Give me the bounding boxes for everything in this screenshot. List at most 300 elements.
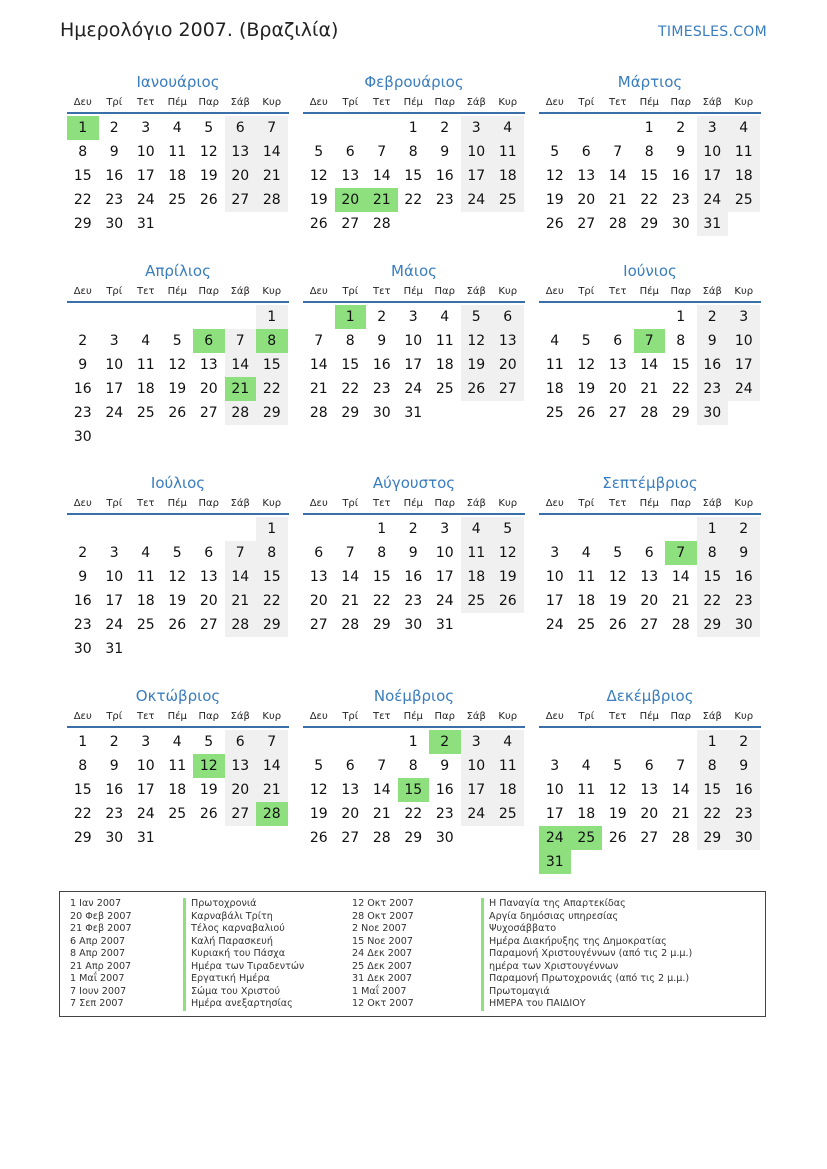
weekday-header	[67, 93, 289, 114]
weekday-label: Παρ	[434, 97, 455, 108]
day-cell: 5	[204, 734, 214, 750]
holiday-day-cell: 15	[398, 778, 430, 802]
day-cell: 22	[256, 589, 288, 613]
weekday-label: Πέμ	[403, 711, 423, 722]
legend-date: 28 Οκτ 2007	[352, 910, 414, 922]
day-cell: 24	[136, 192, 155, 208]
day-cell: 14	[372, 168, 391, 184]
day-cell: 13	[341, 168, 360, 184]
legend-date: 12 Οκτ 2007	[352, 898, 414, 909]
weekday-label: Δευ	[309, 498, 328, 509]
day-cell: 20	[341, 806, 360, 822]
weekday-label: Τετ	[608, 286, 627, 297]
weekday-header	[303, 494, 525, 515]
day-cell: 15	[697, 565, 729, 589]
day-cell: 4	[461, 517, 493, 541]
legend-holiday-name: Ημέρα των Τιραδεντών	[183, 961, 304, 974]
day-cell: 17	[461, 778, 493, 802]
day-cell: 16	[105, 782, 124, 798]
empty-cell	[571, 517, 603, 541]
day-cell: 13	[225, 140, 257, 164]
day-cell: 19	[608, 806, 627, 822]
day-cell: 19	[199, 168, 218, 184]
weekday-label: Κυρ	[262, 711, 282, 722]
weekday-label: Τετ	[608, 498, 627, 509]
day-cell: 24	[461, 802, 493, 826]
weekday-label: Σάβ	[466, 286, 486, 297]
day-cell: 12	[461, 329, 493, 353]
day-cell: 18	[577, 806, 596, 822]
day-cell: 27	[640, 830, 659, 846]
day-cell: 23	[435, 806, 454, 822]
legend-date: 6 Απρ 2007	[70, 935, 126, 947]
day-cell: 18	[492, 164, 524, 188]
weekday-label: Τετ	[136, 498, 155, 509]
weekday-label: Πέμ	[403, 97, 423, 108]
day-cell: 28	[309, 405, 328, 421]
legend-holiday-name: Πρωτομαγιά	[481, 986, 692, 999]
day-cell: 6	[644, 758, 654, 774]
day-cell: 24	[435, 593, 454, 609]
days-grid	[67, 116, 289, 236]
days-grid	[67, 517, 289, 661]
day-cell: 16	[105, 168, 124, 184]
day-cell: 3	[141, 120, 151, 136]
day-cell: 20	[199, 381, 218, 397]
empty-cell	[539, 517, 571, 541]
day-cell: 9	[109, 144, 119, 160]
day-cell: 3	[550, 758, 560, 774]
weekday-label: Παρ	[434, 498, 455, 509]
day-cell: 22	[404, 192, 423, 208]
empty-cell	[225, 517, 257, 541]
day-cell: 19	[461, 353, 493, 377]
day-cell: 2	[78, 333, 88, 349]
day-cell: 18	[545, 381, 564, 397]
day-cell: 1	[256, 517, 288, 541]
day-cell: 20	[199, 593, 218, 609]
weekday-label: Τρί	[578, 711, 595, 722]
day-cell: 10	[435, 545, 454, 561]
legend-date: 25 Δεκ 2007	[352, 960, 413, 972]
day-cell: 14	[341, 569, 360, 585]
weekday-label: Παρ	[434, 286, 455, 297]
day-cell: 14	[225, 565, 257, 589]
legend-date: 1 Μαΐ 2007	[70, 973, 125, 984]
day-cell: 3	[408, 309, 418, 325]
day-cell: 17	[105, 593, 124, 609]
empty-cell	[303, 730, 335, 754]
weekday-label: Πέμ	[639, 711, 659, 722]
day-cell: 3	[550, 545, 560, 561]
day-cell: 31	[697, 212, 729, 236]
day-cell: 5	[204, 120, 214, 136]
day-cell: 10	[728, 329, 760, 353]
day-cell: 12	[492, 541, 524, 565]
month-name: Ιανουάριος	[136, 73, 220, 91]
day-cell: 28	[372, 830, 391, 846]
day-cell: 28	[640, 405, 659, 421]
day-cell: 17	[728, 353, 760, 377]
days-grid	[303, 730, 525, 850]
weekday-label: Τρί	[106, 97, 123, 108]
day-cell: 4	[492, 730, 524, 754]
day-cell: 8	[256, 541, 288, 565]
month-name: Μάιος	[391, 262, 437, 280]
day-cell: 11	[545, 357, 564, 373]
day-cell: 15	[404, 168, 423, 184]
day-cell: 15	[73, 168, 92, 184]
day-cell: 12	[608, 782, 627, 798]
day-cell: 31	[136, 830, 155, 846]
day-cell: 9	[109, 758, 119, 774]
day-cell: 28	[608, 216, 627, 232]
day-cell: 20	[608, 381, 627, 397]
day-cell: 23	[671, 192, 690, 208]
day-cell: 9	[728, 754, 760, 778]
empty-cell	[602, 730, 634, 754]
day-cell: 27	[225, 188, 257, 212]
weekday-label: Κυρ	[498, 498, 518, 509]
days-grid	[539, 305, 761, 425]
day-cell: 3	[109, 545, 119, 561]
day-cell: 4	[172, 120, 182, 136]
day-cell: 27	[341, 216, 360, 232]
day-cell: 17	[545, 593, 564, 609]
day-cell: 22	[697, 802, 729, 826]
day-cell: 21	[256, 778, 288, 802]
weekday-label: Κυρ	[498, 97, 518, 108]
day-cell: 13	[577, 168, 596, 184]
day-cell: 16	[372, 357, 391, 373]
day-cell: 23	[728, 589, 760, 613]
day-cell: 23	[105, 192, 124, 208]
empty-cell	[634, 305, 666, 329]
day-cell: 30	[728, 613, 760, 637]
legend-date: 15 Νοε 2007	[352, 935, 413, 947]
empty-cell	[67, 517, 99, 541]
day-cell: 9	[676, 144, 686, 160]
weekday-label: Πέμ	[167, 286, 187, 297]
day-cell: 25	[168, 192, 187, 208]
day-cell: 29	[73, 216, 92, 232]
empty-cell	[303, 305, 335, 329]
empty-cell	[571, 116, 603, 140]
day-cell: 2	[377, 309, 387, 325]
day-cell: 3	[109, 333, 119, 349]
day-cell: 5	[172, 333, 182, 349]
day-cell: 7	[613, 144, 623, 160]
day-cell: 4	[581, 545, 591, 561]
day-cell: 7	[314, 333, 324, 349]
weekday-label: Πέμ	[167, 711, 187, 722]
day-cell: 6	[492, 305, 524, 329]
day-cell: 7	[256, 116, 288, 140]
day-cell: 8	[697, 754, 729, 778]
weekday-label: Σάβ	[466, 97, 486, 108]
day-cell: 21	[309, 381, 328, 397]
day-cell: 30	[671, 216, 690, 232]
weekday-label: Παρ	[198, 286, 219, 297]
day-cell: 22	[341, 381, 360, 397]
legend-holiday-name: Ημέρα Διακήρυξης της Δημοκρατίας	[481, 936, 692, 949]
day-cell: 4	[550, 333, 560, 349]
day-cell: 11	[435, 333, 454, 349]
day-cell: 5	[613, 758, 623, 774]
day-cell: 16	[697, 353, 729, 377]
day-cell: 10	[105, 569, 124, 585]
weekday-header	[539, 494, 761, 515]
weekday-label: Σάβ	[230, 286, 250, 297]
day-cell: 15	[640, 168, 659, 184]
day-cell: 10	[136, 758, 155, 774]
day-cell: 27	[608, 405, 627, 421]
weekday-label: Τετ	[608, 97, 627, 108]
day-cell: 17	[435, 569, 454, 585]
day-cell: 1	[78, 734, 88, 750]
day-cell: 19	[577, 381, 596, 397]
legend-date: 7 Σεπ 2007	[70, 998, 124, 1009]
day-cell: 19	[309, 192, 328, 208]
weekday-label: Δευ	[545, 97, 564, 108]
empty-cell	[571, 730, 603, 754]
day-cell: 5	[492, 517, 524, 541]
day-cell: 16	[404, 569, 423, 585]
month-name: Οκτώβριος	[135, 687, 221, 705]
day-cell: 2	[697, 305, 729, 329]
day-cell: 21	[341, 593, 360, 609]
day-cell: 8	[676, 333, 686, 349]
holiday-day-cell: 12	[193, 754, 225, 778]
empty-cell	[634, 730, 666, 754]
day-cell: 24	[105, 405, 124, 421]
day-cell: 2	[728, 730, 760, 754]
day-cell: 22	[372, 593, 391, 609]
month-block	[303, 260, 525, 425]
day-cell: 7	[377, 758, 387, 774]
day-cell: 21	[372, 806, 391, 822]
day-cell: 14	[256, 754, 288, 778]
legend-date: 1 Ιαν 2007	[70, 898, 122, 909]
day-cell: 8	[78, 144, 88, 160]
month-block	[67, 472, 289, 661]
legend-names-column-1	[183, 898, 304, 1011]
weekday-label: Δευ	[73, 498, 92, 509]
day-cell: 8	[697, 541, 729, 565]
holiday-legend	[59, 891, 766, 1017]
weekday-header	[67, 282, 289, 303]
day-cell: 21	[256, 164, 288, 188]
day-cell: 9	[78, 569, 88, 585]
month-block	[539, 472, 761, 637]
day-cell: 11	[492, 754, 524, 778]
weekday-label: Παρ	[198, 711, 219, 722]
site-link[interactable]: TIMESLES.COM	[658, 24, 767, 40]
day-cell: 5	[461, 305, 493, 329]
month-name: Ιούλιος	[150, 474, 206, 492]
day-cell: 30	[435, 830, 454, 846]
weekday-label: Σάβ	[466, 498, 486, 509]
days-grid	[67, 730, 289, 850]
day-cell: 13	[640, 569, 659, 585]
day-cell: 7	[676, 758, 686, 774]
day-cell: 6	[613, 333, 623, 349]
day-cell: 23	[73, 617, 92, 633]
day-cell: 5	[613, 545, 623, 561]
empty-cell	[162, 305, 194, 329]
day-cell: 18	[492, 778, 524, 802]
holiday-day-cell: 8	[256, 329, 288, 353]
day-cell: 25	[492, 802, 524, 826]
day-cell: 23	[697, 377, 729, 401]
empty-cell	[303, 517, 335, 541]
weekday-label: Τετ	[136, 286, 155, 297]
weekday-label: Σάβ	[466, 711, 486, 722]
holiday-day-cell: 21	[225, 377, 257, 401]
holiday-day-cell: 25	[571, 826, 603, 850]
empty-cell	[665, 730, 697, 754]
weekday-label: Τρί	[106, 498, 123, 509]
day-cell: 11	[492, 140, 524, 164]
day-cell: 9	[440, 144, 450, 160]
day-cell: 14	[256, 140, 288, 164]
empty-cell	[539, 730, 571, 754]
day-cell: 15	[697, 778, 729, 802]
day-cell: 12	[608, 569, 627, 585]
day-cell: 7	[377, 144, 387, 160]
day-cell: 2	[78, 545, 88, 561]
legend-holiday-name: Καλή Παρασκευή	[183, 936, 304, 949]
day-cell: 26	[309, 216, 328, 232]
day-cell: 26	[199, 192, 218, 208]
day-cell: 6	[581, 144, 591, 160]
day-cell: 19	[168, 381, 187, 397]
days-grid	[539, 730, 761, 874]
day-cell: 25	[136, 617, 155, 633]
day-cell: 13	[341, 782, 360, 798]
day-cell: 26	[608, 830, 627, 846]
day-cell: 14	[225, 353, 257, 377]
day-cell: 4	[141, 545, 151, 561]
empty-cell	[602, 305, 634, 329]
day-cell: 10	[697, 140, 729, 164]
day-cell: 21	[671, 593, 690, 609]
day-cell: 11	[577, 569, 596, 585]
day-cell: 9	[440, 758, 450, 774]
day-cell: 2	[109, 120, 119, 136]
month-block	[67, 685, 289, 850]
day-cell: 1	[676, 309, 686, 325]
day-cell: 16	[73, 593, 92, 609]
day-cell: 11	[136, 357, 155, 373]
weekday-label: Παρ	[198, 97, 219, 108]
weekday-label: Δευ	[73, 97, 92, 108]
day-cell: 29	[640, 216, 659, 232]
day-cell: 26	[492, 589, 524, 613]
day-cell: 15	[372, 569, 391, 585]
day-cell: 8	[78, 758, 88, 774]
day-cell: 11	[168, 144, 187, 160]
legend-date: 2 Νοε 2007	[352, 923, 407, 934]
day-cell: 6	[225, 116, 257, 140]
day-cell: 31	[435, 617, 454, 633]
day-cell: 9	[377, 333, 387, 349]
day-cell: 13	[608, 357, 627, 373]
empty-cell	[162, 517, 194, 541]
month-name: Μάρτιος	[617, 73, 683, 91]
empty-cell	[366, 116, 398, 140]
day-cell: 26	[168, 617, 187, 633]
legend-date: 12 Οκτ 2007	[352, 998, 414, 1009]
day-cell: 25	[728, 188, 760, 212]
legend-date: 31 Δεκ 2007	[352, 973, 413, 984]
day-cell: 28	[256, 188, 288, 212]
day-cell: 3	[728, 305, 760, 329]
weekday-label: Δευ	[309, 286, 328, 297]
weekday-label: Σάβ	[230, 711, 250, 722]
day-cell: 14	[671, 569, 690, 585]
weekday-label: Παρ	[670, 711, 691, 722]
weekday-header	[303, 93, 525, 114]
day-cell: 2	[408, 521, 418, 537]
legend-holiday-name: Εργατική Ημέρα	[183, 973, 304, 986]
day-cell: 27	[492, 377, 524, 401]
day-cell: 7	[345, 545, 355, 561]
day-cell: 25	[168, 806, 187, 822]
empty-cell	[193, 305, 225, 329]
day-cell: 1	[644, 120, 654, 136]
weekday-label: Κυρ	[734, 97, 754, 108]
day-cell: 23	[404, 593, 423, 609]
day-cell: 6	[345, 758, 355, 774]
day-cell: 14	[372, 782, 391, 798]
holiday-day-cell: 6	[193, 329, 225, 353]
day-cell: 23	[73, 405, 92, 421]
weekday-label: Παρ	[434, 711, 455, 722]
day-cell: 19	[492, 565, 524, 589]
day-cell: 2	[109, 734, 119, 750]
weekday-label: Τετ	[136, 97, 155, 108]
day-cell: 28	[225, 401, 257, 425]
day-cell: 8	[408, 758, 418, 774]
day-cell: 9	[78, 357, 88, 373]
weekday-label: Πέμ	[167, 97, 187, 108]
day-cell: 27	[577, 216, 596, 232]
day-cell: 18	[136, 381, 155, 397]
day-cell: 26	[199, 806, 218, 822]
day-cell: 6	[204, 545, 214, 561]
day-cell: 27	[199, 405, 218, 421]
day-cell: 13	[199, 569, 218, 585]
empty-cell	[571, 305, 603, 329]
day-cell: 6	[225, 730, 257, 754]
weekday-label: Τετ	[136, 711, 155, 722]
day-cell: 10	[545, 569, 564, 585]
month-block	[67, 71, 289, 236]
day-cell: 30	[372, 405, 391, 421]
weekday-label: Τετ	[372, 97, 391, 108]
weekday-header	[539, 707, 761, 728]
day-cell: 22	[73, 806, 92, 822]
legend-holiday-name: Η Παναγία της Απαρτεκίδας	[481, 898, 692, 911]
day-cell: 4	[492, 116, 524, 140]
weekday-label: Τρί	[578, 498, 595, 509]
weekday-label: Δευ	[309, 97, 328, 108]
empty-cell	[67, 305, 99, 329]
day-cell: 20	[640, 806, 659, 822]
day-cell: 14	[640, 357, 659, 373]
day-cell: 11	[461, 541, 493, 565]
